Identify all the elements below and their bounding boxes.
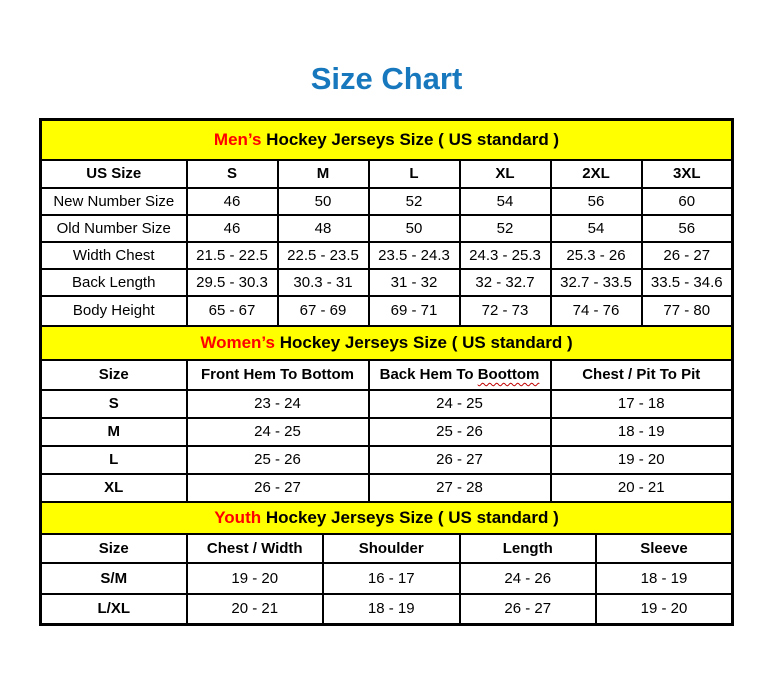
size-value-cell: 24 - 26: [460, 563, 597, 594]
size-value-cell: 52: [369, 188, 460, 215]
size-value-cell: 54: [460, 188, 551, 215]
size-value-cell: 56: [551, 188, 642, 215]
womens-section-title: [41, 326, 733, 360]
youth-column-header: Size: [41, 534, 187, 563]
row-label: L: [41, 446, 187, 474]
row-label: Width Chest: [41, 242, 187, 269]
table-row: [41, 418, 733, 446]
row-label: Back Length: [41, 269, 187, 296]
size-value-cell: 24 - 25: [369, 390, 551, 418]
size-value-cell: 25.3 - 26: [551, 242, 642, 269]
size-value-cell: 31 - 32: [369, 269, 460, 296]
womens-section-title-highlight: Women’s: [200, 332, 275, 352]
table-row: [41, 474, 733, 502]
womens-section-header-row: [41, 326, 733, 360]
table-row: [41, 242, 733, 269]
row-label: Body Height: [41, 296, 187, 326]
table-row: [41, 215, 733, 242]
size-value-cell: 25 - 26: [187, 446, 369, 474]
size-value-cell: 17 - 18: [551, 390, 733, 418]
size-value-cell: 16 - 17: [323, 563, 460, 594]
youth-section-title-rest: Hockey Jerseys Size ( US standard ): [261, 507, 559, 527]
size-value-cell: 26 - 27: [369, 446, 551, 474]
mens-column-header: 3XL: [642, 160, 733, 188]
womens-column-header: [369, 360, 551, 390]
youth-column-header: Sleeve: [596, 534, 733, 563]
size-chart-table: [39, 118, 734, 626]
size-value-cell: 18 - 19: [323, 594, 460, 625]
womens-column-header: Front Hem To Bottom: [187, 360, 369, 390]
size-value-cell: 26 - 27: [460, 594, 597, 625]
size-value-cell: 24 - 25: [187, 418, 369, 446]
size-value-cell: 32 - 32.7: [460, 269, 551, 296]
youth-column-header: Chest / Width: [187, 534, 324, 563]
mens-section-title: [41, 120, 733, 160]
size-value-cell: 60: [642, 188, 733, 215]
size-value-cell: 18 - 19: [551, 418, 733, 446]
size-value-cell: 19 - 20: [187, 563, 324, 594]
size-value-cell: 19 - 20: [551, 446, 733, 474]
mens-column-header: 2XL: [551, 160, 642, 188]
mens-section-header-row: [41, 120, 733, 160]
womens-column-header-row: [41, 360, 733, 390]
size-value-cell: 54: [551, 215, 642, 242]
size-value-cell: 48: [278, 215, 369, 242]
size-value-cell: 22.5 - 23.5: [278, 242, 369, 269]
size-value-cell: 46: [187, 215, 278, 242]
size-value-cell: 26 - 27: [187, 474, 369, 502]
row-label: S/M: [41, 563, 187, 594]
table-row: [41, 188, 733, 215]
size-value-cell: 24.3 - 25.3: [460, 242, 551, 269]
size-value-cell: 23.5 - 24.3: [369, 242, 460, 269]
size-value-cell: 18 - 19: [596, 563, 733, 594]
size-value-cell: 30.3 - 31: [278, 269, 369, 296]
mens-column-header-row: [41, 160, 733, 188]
size-value-cell: 20 - 21: [187, 594, 324, 625]
size-value-cell: 65 - 67: [187, 296, 278, 326]
size-value-cell: 26 - 27: [642, 242, 733, 269]
youth-column-header: Length: [460, 534, 597, 563]
mens-column-header: M: [278, 160, 369, 188]
youth-section-title-highlight: Youth: [214, 507, 262, 527]
table-row: [41, 296, 733, 326]
mens-column-header: XL: [460, 160, 551, 188]
size-value-cell: 52: [460, 215, 551, 242]
row-label: L/XL: [41, 594, 187, 625]
mens-column-header: S: [187, 160, 278, 188]
womens-section-title-rest: Hockey Jerseys Size ( US standard ): [274, 332, 573, 352]
table-row: [41, 446, 733, 474]
size-value-cell: 32.7 - 33.5: [551, 269, 642, 296]
size-value-cell: 20 - 21: [551, 474, 733, 502]
womens-column-header-text: Back Hem To: [379, 366, 478, 383]
table-row: [41, 390, 733, 418]
row-label: XL: [41, 474, 187, 502]
size-value-cell: 29.5 - 30.3: [187, 269, 278, 296]
size-chart-sheet: [39, 60, 734, 626]
misspelled-word-with-spellcheck-underline: Boottom: [477, 366, 540, 383]
youth-section-title: [41, 502, 733, 534]
size-value-cell: 77 - 80: [642, 296, 733, 326]
youth-section-header-row: [41, 502, 733, 534]
page-title: Size Chart: [310, 61, 463, 96]
size-value-cell: 27 - 28: [369, 474, 551, 502]
size-value-cell: 56: [642, 215, 733, 242]
size-value-cell: 33.5 - 34.6: [642, 269, 733, 296]
table-row: [41, 594, 733, 625]
size-value-cell: 25 - 26: [369, 418, 551, 446]
mens-section-title-highlight: Men’s: [213, 129, 262, 149]
size-value-cell: 50: [278, 188, 369, 215]
size-value-cell: 50: [369, 215, 460, 242]
table-row: [41, 563, 733, 594]
table-row: [41, 269, 733, 296]
youth-column-header: Shoulder: [323, 534, 460, 563]
row-label: Old Number Size: [41, 215, 187, 242]
mens-column-header: US Size: [41, 160, 187, 188]
size-value-cell: 67 - 69: [278, 296, 369, 326]
size-value-cell: 23 - 24: [187, 390, 369, 418]
womens-column-header: Chest / Pit To Pit: [551, 360, 733, 390]
mens-column-header: L: [369, 160, 460, 188]
row-label: New Number Size: [41, 188, 187, 215]
youth-column-header-row: [41, 534, 733, 563]
size-value-cell: 69 - 71: [369, 296, 460, 326]
size-value-cell: 72 - 73: [460, 296, 551, 326]
row-label: M: [41, 418, 187, 446]
row-label: S: [41, 390, 187, 418]
mens-section-title-rest: Hockey Jerseys Size ( US standard ): [261, 129, 560, 149]
size-value-cell: 46: [187, 188, 278, 215]
size-value-cell: 74 - 76: [551, 296, 642, 326]
size-value-cell: 21.5 - 22.5: [187, 242, 278, 269]
size-value-cell: 19 - 20: [596, 594, 733, 625]
womens-column-header: Size: [41, 360, 187, 390]
